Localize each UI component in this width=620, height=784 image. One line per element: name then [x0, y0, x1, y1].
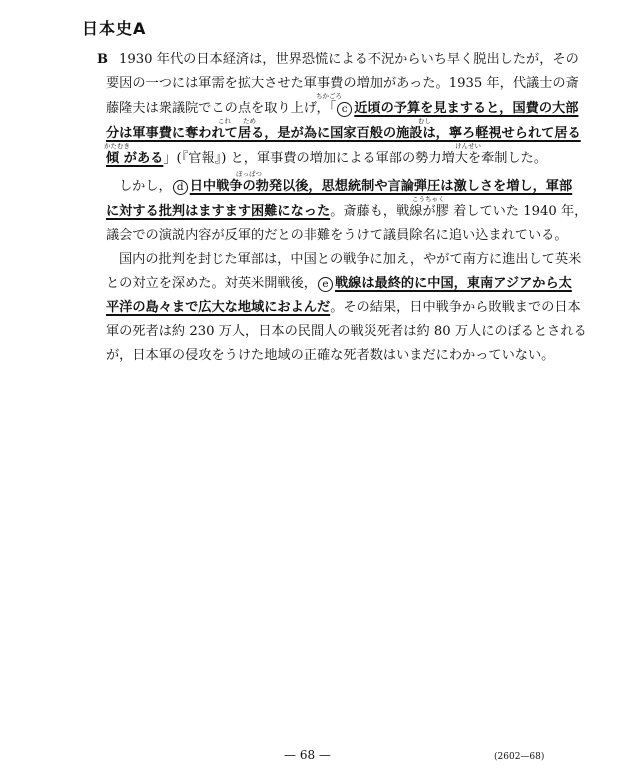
p1-line-3-text: 藤隆夫は衆議院でこの点を取り上げ，「 — [106, 101, 337, 116]
p1-line-3 — [106, 101, 578, 117]
p1-line-2: 要因の一つには軍需を拡大させた軍事費の増加があった。1935 年，代議士の斎 — [106, 76, 579, 91]
p2-line-2-text: 。斎藤も，戦線が膠 着していた 1940 年， — [330, 204, 588, 219]
p1-line-5 — [106, 151, 547, 167]
p2-line-1-text: しかし， — [119, 179, 172, 194]
p3-line-1: 国内の批判を封じた軍部は，中国との戦争に加え，やがて南方に進出して英米 — [119, 252, 582, 267]
p1-line-5-text: 」(『官報』) と，軍事費の増加による軍部の勢力増大を牽制した。 — [163, 151, 548, 166]
p3-line-2-text: との対立を深めた。対英米開戦後， — [106, 276, 317, 291]
p2-line-3: 議会での演説内容が反軍的だとの非難をうけて議員除名に追い込まれている。 — [106, 228, 568, 243]
ruby-boppatsu: ぼっぱつ — [236, 170, 262, 178]
ruby-kensei: けんせい — [455, 142, 481, 150]
underline-d-part-1: 日中戦争の勃発以後，思想統制や言論弾圧は激しさを増し，軍部 — [189, 179, 573, 194]
section-marker: B — [97, 52, 108, 67]
p3-line-3 — [106, 300, 581, 316]
ruby-mushi: むし — [418, 117, 431, 125]
underline-c-part-3: 傾 がある — [106, 151, 164, 166]
p3-line-4: 軍の死者は約 230 万人，日本の民間人の戦災死者は約 80 万人にのぼるとされる — [106, 324, 587, 339]
underline-c-part-1: 近頃の予算を見ますると，国費の大部 — [354, 101, 579, 116]
ruby-kore: これ — [218, 117, 231, 125]
page-number: — 68 — — [284, 748, 331, 762]
p2-line-1 — [119, 179, 572, 195]
underline-e-part-1: 戦線は最終的に中国，東南アジアから太 — [335, 276, 572, 291]
label-d-circle: d — [173, 180, 188, 195]
p3-line-5: が，日本軍の侵攻をうけた地域の正確な死者数はいまだにわかっていない。 — [106, 348, 555, 363]
p3-line-2 — [106, 276, 572, 292]
ruby-tame: ため — [243, 117, 256, 125]
p3-line-3-text: 。その結果，日中戦争から敗戦までの日本 — [330, 300, 581, 315]
subject-title: 日本史A — [82, 19, 147, 38]
underline-e-part-2: 平洋の島々まで広大な地域におよんだ — [106, 300, 331, 315]
underline-c-part-2: 分は軍事費に奪われて居る，是が為に国家百般の施設は，寧ろ軽視せられて居る — [106, 126, 581, 141]
label-e-circle: e — [318, 277, 333, 292]
ruby-chikagoro: ちかごろ — [316, 92, 342, 100]
underline-d-part-2: に対する批判はますます困難になった — [106, 204, 331, 219]
p1-line-1: 1930 年代の日本経済は，世界恐慌による不況からいち早く脱出したが，その — [119, 52, 579, 67]
p2-line-2 — [106, 204, 587, 220]
p1-line-4 — [106, 126, 581, 142]
exam-code: (2602—68) — [494, 752, 545, 762]
ruby-kouchaku: こうちゃく — [412, 195, 445, 203]
label-c-circle: c — [337, 102, 352, 117]
ruby-katamuki: かたむき — [104, 142, 130, 150]
